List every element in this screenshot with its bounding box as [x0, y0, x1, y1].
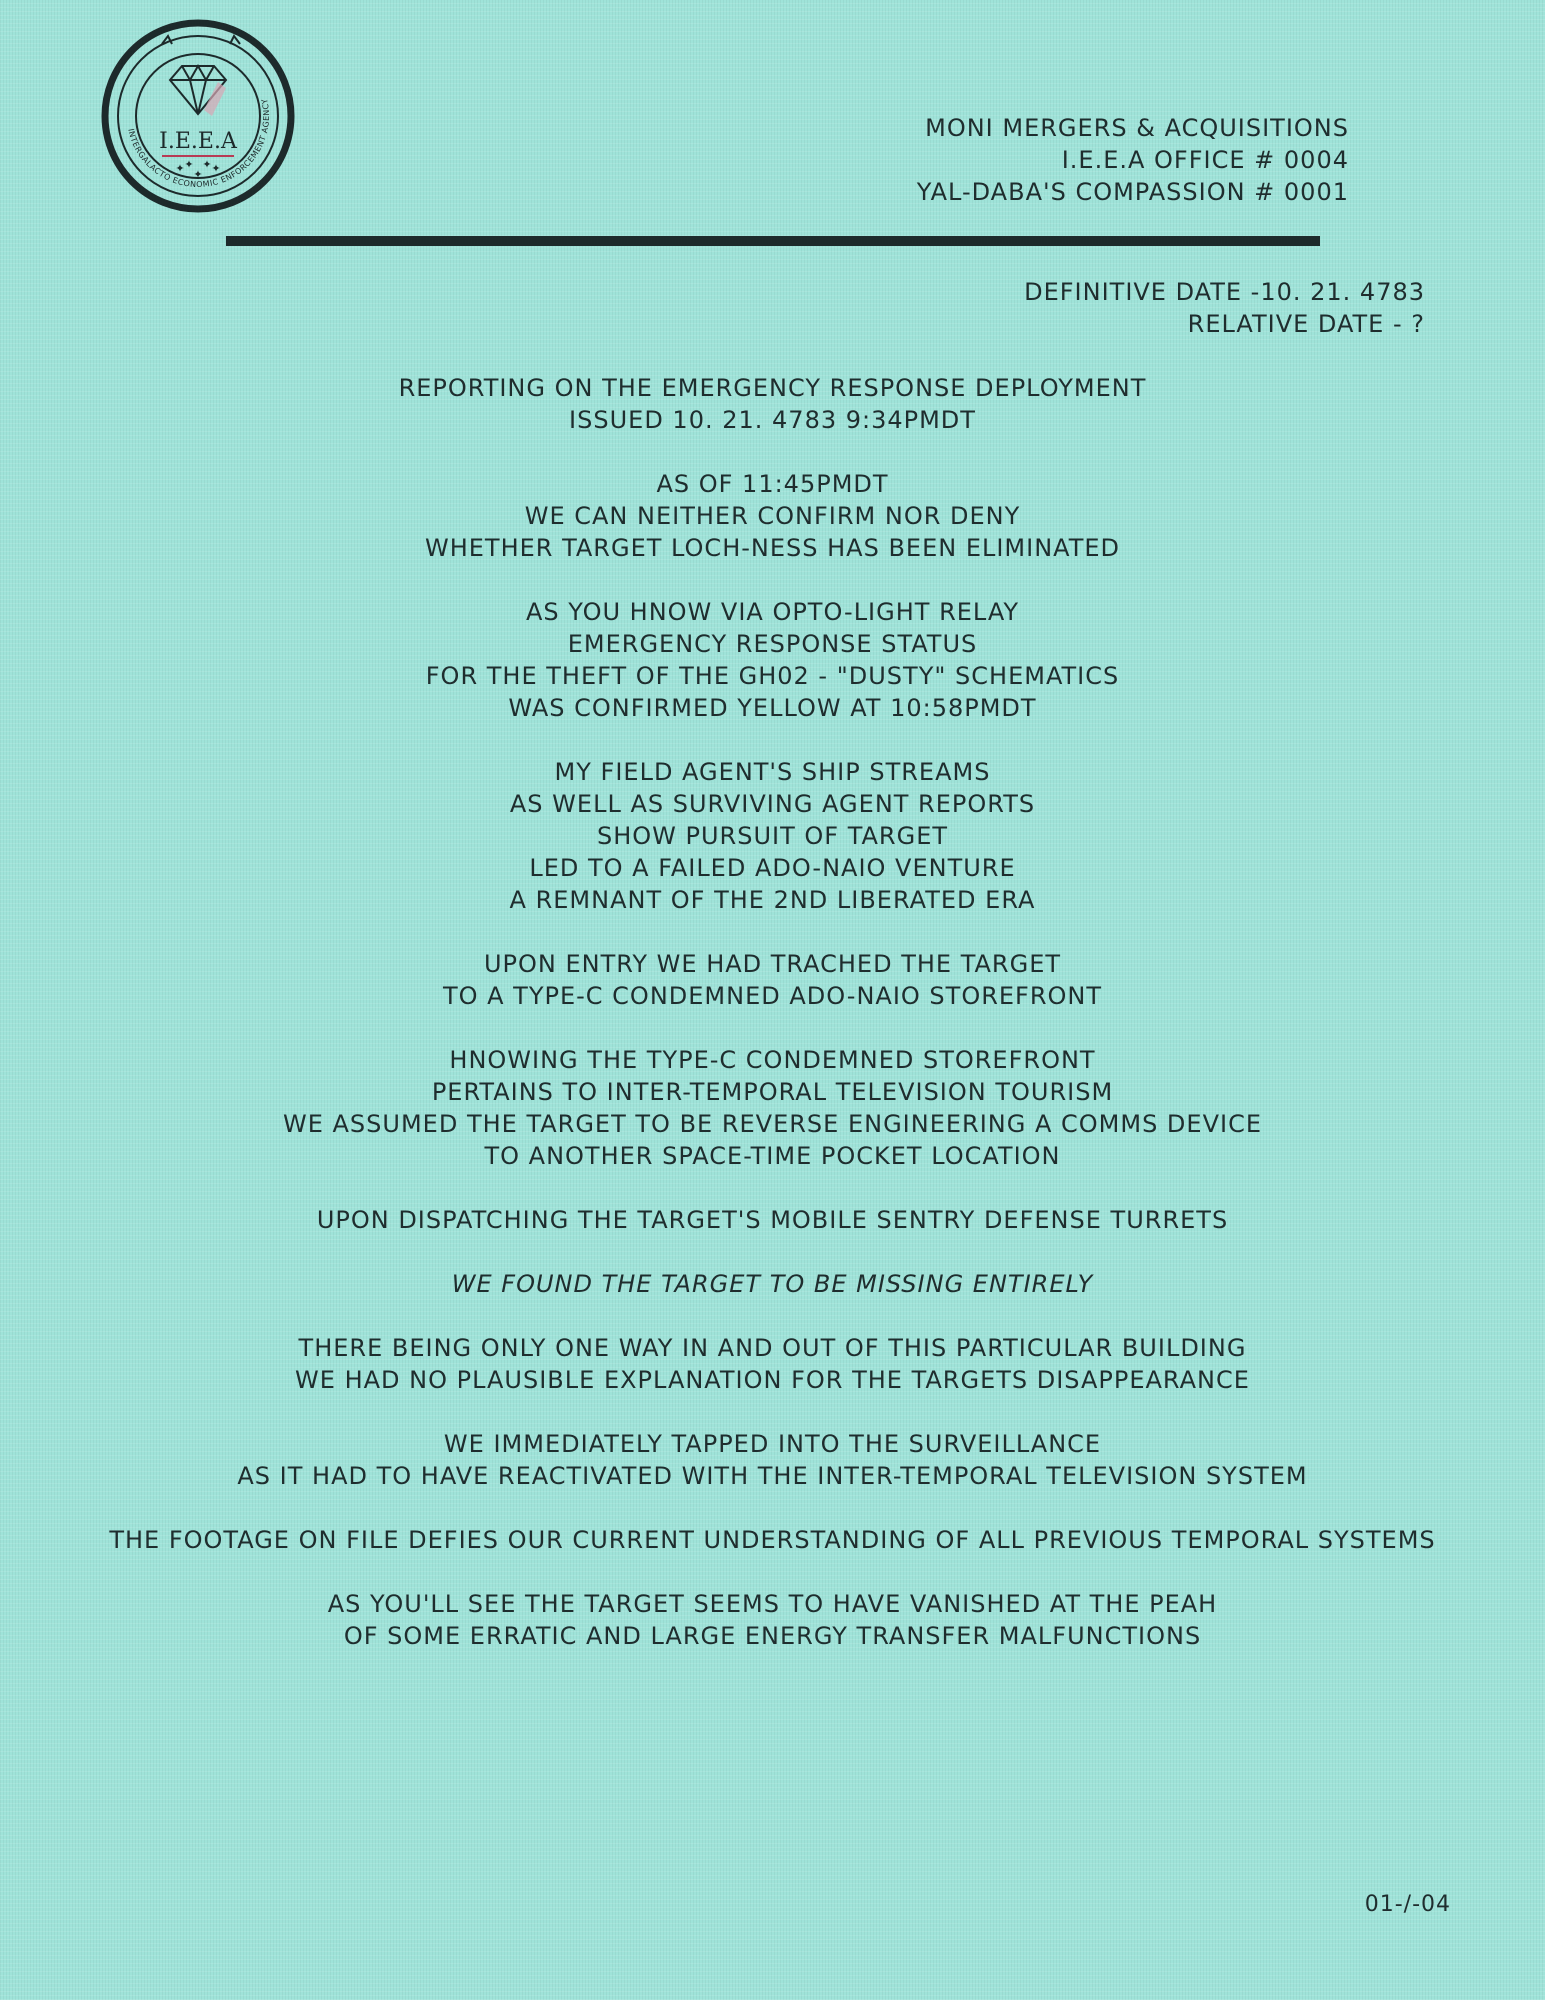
- report-line: REPORTING ON THE EMERGENCY RESPONSE DEPLOYMENT: [398, 374, 1147, 402]
- report-line: WE CAN NEITHER CONFIRM NOR DENY: [524, 502, 1021, 530]
- report-line: ISSUED 10. 21. 4783 9:34PMDT: [569, 406, 976, 434]
- paragraph: [20, 756, 1525, 916]
- paragraph: [20, 1204, 1525, 1236]
- report-line: AS IT HAD TO HAVE REACTIVATED WITH THE INTER-TEMPORAL TELEVISION SYSTEM: [237, 1462, 1308, 1490]
- report-line: AS YOU HNOW VIA OPTO-LIGHT RELAY: [525, 598, 1020, 626]
- company-name: MONI MERGERS & ACQUISITIONS: [925, 114, 1349, 142]
- report-line: THERE BEING ONLY ONE WAY IN AND OUT OF THIS PARTICULAR BUILDING: [298, 1334, 1247, 1362]
- svg-text:✦: ✦: [211, 162, 221, 175]
- paragraph: [20, 1268, 1525, 1300]
- paragraph: [20, 1428, 1525, 1492]
- paragraph: [20, 372, 1525, 436]
- date-block: [1024, 276, 1425, 340]
- paragraph: [20, 468, 1525, 564]
- definitive-date: DEFINITIVE DATE -10. 21. 4783: [1024, 278, 1425, 306]
- report-line: FOR THE THEFT OF THE GH02 - "DUSTY" SCHEMATICS: [425, 662, 1120, 690]
- svg-text:✦: ✦: [202, 158, 212, 171]
- svg-text:✦: ✦: [184, 158, 194, 171]
- report-line: AS WELL AS SURVIVING AGENT REPORTS: [509, 790, 1036, 818]
- report-line: AS YOU'LL SEE THE TARGET SEEMS TO HAVE VANISHED AT THE PEAH: [327, 1590, 1218, 1618]
- report-line: WE IMMEDIATELY TAPPED INTO THE SURVEILLANCE: [443, 1430, 1102, 1458]
- report-line: LED TO A FAILED ADO-NAIO VENTURE: [529, 854, 1016, 882]
- relative-date: RELATIVE DATE - ?: [1187, 310, 1425, 338]
- letterhead: [917, 112, 1349, 208]
- report-line: TO A TYPE-C CONDEMNED ADO-NAIO STOREFRONT: [442, 982, 1103, 1010]
- report-line: WHETHER TARGET LOCH-NESS HAS BEEN ELIMINATED: [424, 534, 1121, 562]
- seal-ring-textpath: INTERGALACTO ECONOMIC ENFORCEMENT AGENCY: [126, 97, 272, 190]
- paragraph: [20, 1524, 1525, 1556]
- paragraph: [20, 1332, 1525, 1396]
- paragraph: [20, 1588, 1525, 1652]
- report-line: OF SOME ERRATIC AND LARGE ENERGY TRANSFER MALFUNCTIONS: [343, 1622, 1202, 1650]
- office-number: I.E.E.A OFFICE # 0004: [1061, 146, 1349, 174]
- svg-text:✦: ✦: [193, 168, 203, 181]
- seal-graphic: [100, 18, 296, 214]
- report-line: UPON DISPATCHING THE TARGET'S MOBILE SENTRY DEFENSE TURRETS: [316, 1206, 1229, 1234]
- report-line: HNOWING THE TYPE-C CONDEMNED STOREFRONT: [449, 1046, 1096, 1074]
- report-line: AS OF 11:45PMDT: [656, 470, 889, 498]
- report-body: [20, 372, 1525, 1684]
- report-line: PERTAINS TO INTER-TEMPORAL TELEVISION TOURISM: [431, 1078, 1114, 1106]
- report-line: WE ASSUMED THE TARGET TO BE REVERSE ENGINEERING A COMMS DEVICE: [282, 1110, 1262, 1138]
- report-line: A REMNANT OF THE 2ND LIBERATED ERA: [509, 886, 1036, 914]
- header-divider: [226, 236, 1320, 246]
- report-line: TO ANOTHER SPACE-TIME POCKET LOCATION: [484, 1142, 1061, 1170]
- report-line: WAS CONFIRMED YELLOW AT 10:58PMDT: [508, 694, 1037, 722]
- report-line: MY FIELD AGENT'S SHIP STREAMS: [554, 758, 991, 786]
- paragraph: [20, 596, 1525, 724]
- page-number: 01-/-04: [1364, 1892, 1451, 1917]
- report-line: UPON ENTRY WE HAD TRACHED THE TARGET: [483, 950, 1062, 978]
- compassion-number: YAL-DABA'S COMPASSION # 0001: [916, 178, 1349, 206]
- paragraph: [20, 1044, 1525, 1172]
- svg-text:✦: ✦: [175, 162, 185, 175]
- seal-text: I.E.E.A: [159, 129, 237, 154]
- report-line: EMERGENCY RESPONSE STATUS: [567, 630, 978, 658]
- report-line: WE FOUND THE TARGET TO BE MISSING ENTIRELY: [451, 1270, 1094, 1298]
- report-line: SHOW PURSUIT OF TARGET: [596, 822, 949, 850]
- stars-icon: [175, 158, 220, 181]
- agency-seal: [100, 18, 296, 214]
- report-line: THE FOOTAGE ON FILE DEFIES OUR CURRENT UNDERSTANDING OF ALL PREVIOUS TEMPORAL SYSTEMS: [109, 1526, 1436, 1554]
- report-line: WE HAD NO PLAUSIBLE EXPLANATION FOR THE TARGETS DISAPPEARANCE: [295, 1366, 1250, 1394]
- paragraph: [20, 948, 1525, 1012]
